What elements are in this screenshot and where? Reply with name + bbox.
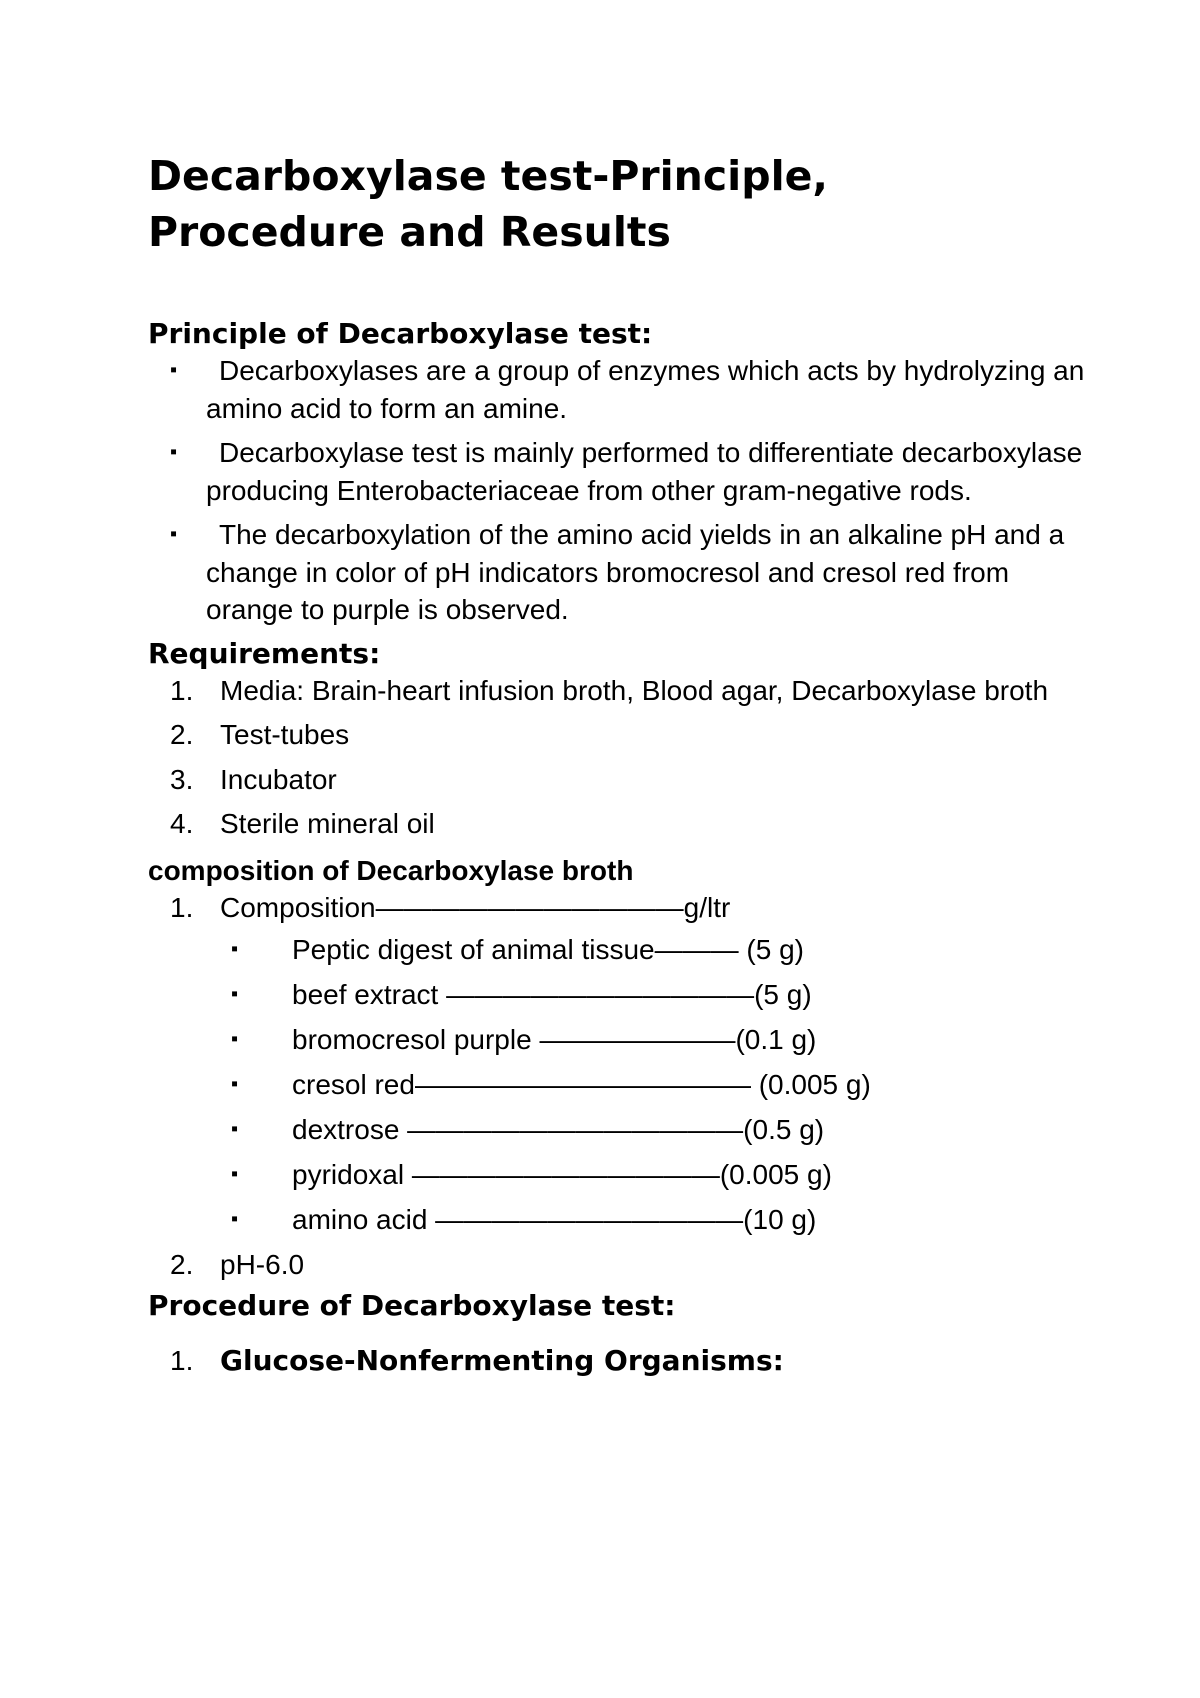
title-line-2: Procedure and Results [148, 208, 671, 256]
list-item [148, 1342, 1088, 1380]
list-item [148, 716, 1088, 754]
list-number: 1. [170, 1344, 194, 1376]
document-page [148, 148, 1088, 1386]
ingredient-text: dextrose ————————————(0.5 g) [292, 1114, 825, 1145]
list-item [148, 352, 1088, 427]
ingredient-item [148, 1111, 1088, 1149]
bullet-icon: ▪ [170, 441, 178, 463]
bullet-icon: ▪ [231, 1073, 239, 1095]
list-item-text: Media: Brain-heart infusion broth, Blood agar, Decarboxylase broth [220, 674, 1049, 706]
requirements-heading: Requirements: [148, 636, 381, 670]
document-title [148, 148, 1088, 260]
list-item [148, 434, 1088, 509]
bullet-icon: ▪ [231, 1118, 239, 1140]
principle-heading: Principle of Decarboxylase test: [148, 317, 653, 350]
list-item [148, 1246, 1088, 1284]
ingredient-text: pyridoxal ———————————(0.005 g) [292, 1159, 832, 1190]
ingredient-text: cresol red———————————— (0.005 g) [292, 1069, 871, 1100]
bullet-icon: ▪ [231, 1028, 239, 1050]
list-item-text: Decarboxylase test is mainly performed to differentiate decarboxylase producing Enterobacteriaceae from other gram-negative rods. [206, 437, 1083, 506]
list-number: 1. [170, 674, 194, 706]
ingredient-item [148, 1156, 1088, 1194]
ingredient-list [220, 931, 1088, 1239]
list-item [148, 889, 1088, 1239]
list-number: 1. [170, 891, 194, 923]
list-item-text: Composition———————————g/ltr [220, 891, 731, 923]
list-item-text: Incubator [220, 763, 337, 795]
list-item-text: Decarboxylases are a group of enzymes which acts by hydrolyzing an amino acid to form an amine. [206, 355, 1085, 424]
ingredient-text: amino acid ———————————(10 g) [292, 1204, 817, 1235]
ingredient-item [148, 1021, 1088, 1059]
list-number: 3. [170, 763, 194, 795]
procedure-heading: Procedure of Decarboxylase test: [148, 1288, 676, 1322]
list-item [148, 516, 1088, 629]
ingredient-text: Peptic digest of animal tissue——— (5 g) [292, 934, 804, 965]
list-item-text: Glucose-Nonfermenting Organisms: [220, 1343, 784, 1377]
bullet-icon: ▪ [231, 1163, 239, 1185]
requirements-list [148, 672, 1088, 843]
ingredient-item [148, 1201, 1088, 1239]
bullet-icon: ▪ [231, 983, 239, 1005]
title-line-1: Decarboxylase test-Principle, [148, 152, 829, 200]
composition-heading: composition of Decarboxylase broth [148, 854, 634, 886]
principle-list [148, 352, 1088, 629]
list-number: 2. [170, 1249, 194, 1280]
bullet-icon: ▪ [231, 938, 239, 960]
list-number: 4. [170, 808, 194, 839]
list-item [148, 761, 1088, 799]
composition-list [148, 889, 1088, 1284]
list-item-text: pH-6.0 [220, 1249, 305, 1280]
ingredient-item [148, 931, 1088, 969]
bullet-icon: ▪ [170, 523, 178, 545]
list-number: 2. [170, 719, 194, 750]
list-item-text: The decarboxylation of the amino acid yields in an alkaline pH and a change in color of pH indicators bromocresol and cresol red from orange to purple is observed. [206, 519, 1065, 625]
list-item [148, 672, 1088, 710]
list-item-text: Sterile mineral oil [220, 808, 435, 839]
list-item [148, 805, 1088, 843]
ingredient-text: beef extract ———————————(5 g) [292, 979, 812, 1010]
list-item-text: Test-tubes [220, 719, 350, 750]
ingredient-item [148, 976, 1088, 1014]
procedure-list [148, 1342, 1088, 1380]
ingredient-item [148, 1066, 1088, 1104]
ingredient-text: bromocresol purple ———————(0.1 g) [292, 1024, 817, 1055]
bullet-icon: ▪ [231, 1208, 239, 1230]
bullet-icon: ▪ [170, 359, 178, 381]
